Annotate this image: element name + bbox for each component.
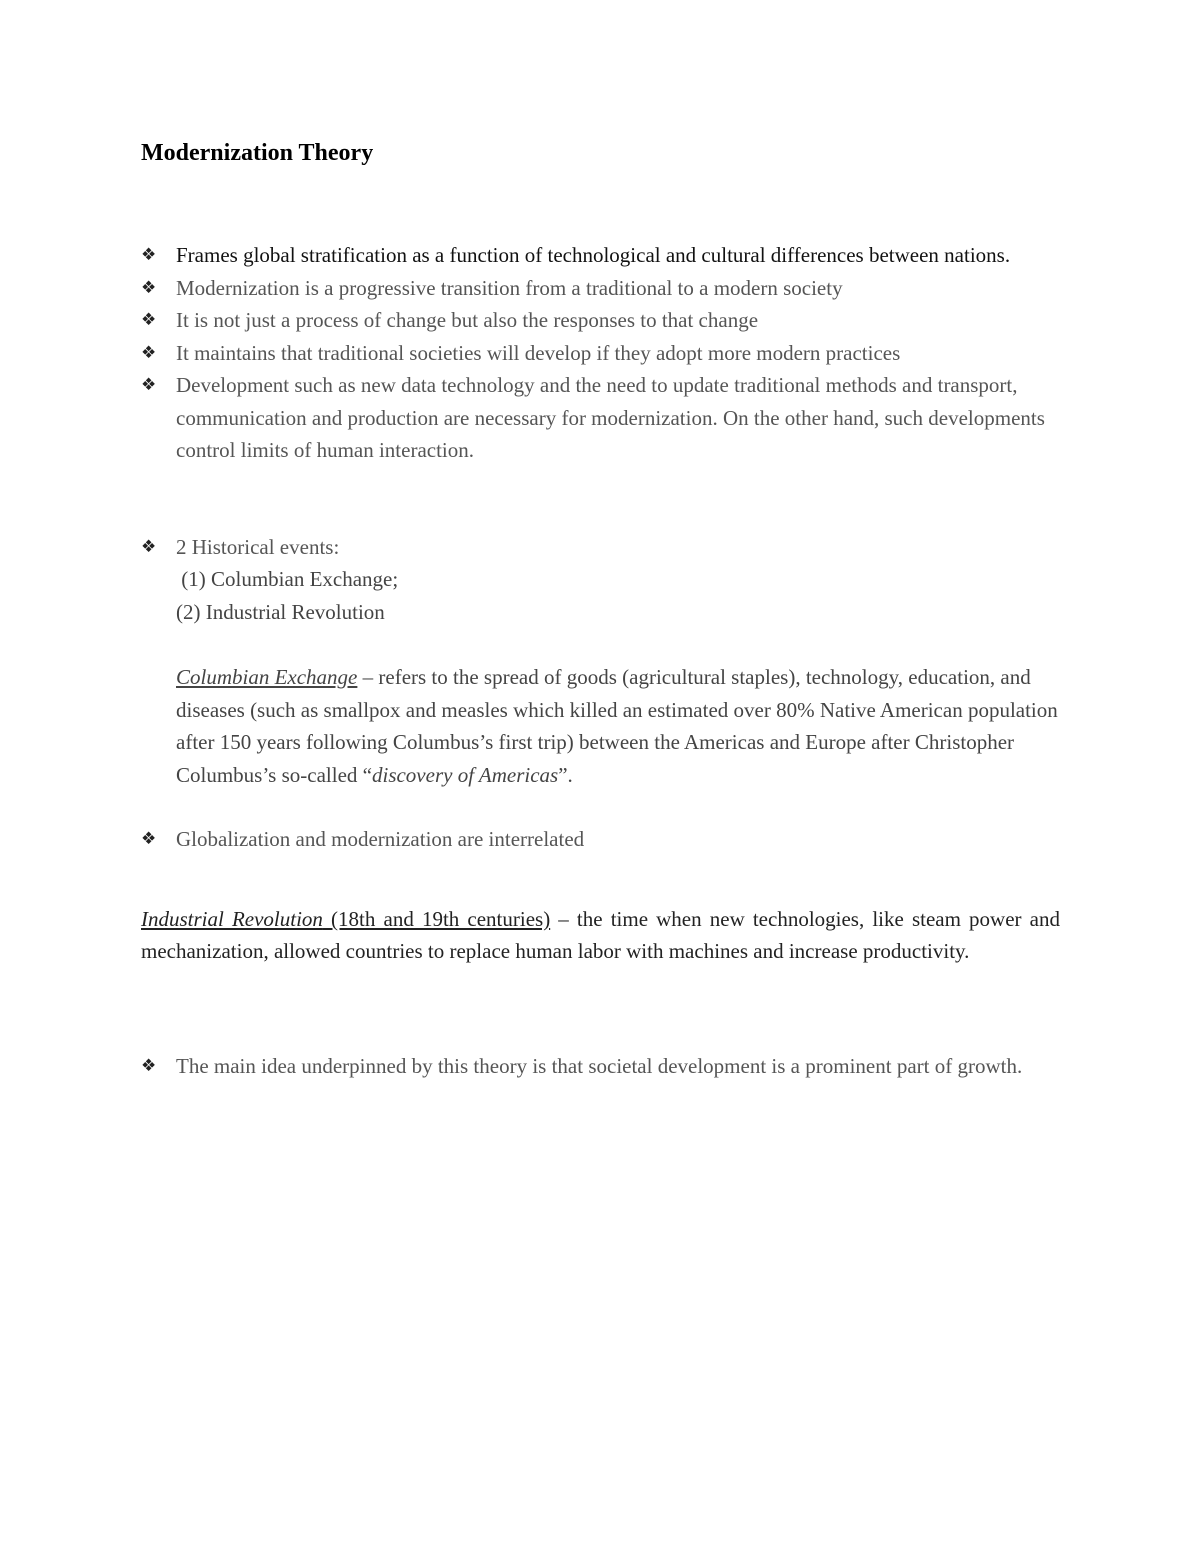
bullet-list-historical (141, 531, 1066, 564)
list-item (141, 272, 1066, 305)
list-item (141, 1050, 1066, 1083)
columbian-exchange-paragraph (176, 661, 1066, 791)
list-item (141, 823, 1066, 856)
diamond-bullet-icon: ❖ (141, 829, 157, 848)
diamond-bullet-icon: ❖ (141, 310, 157, 329)
diamond-bullet-icon: ❖ (141, 277, 157, 297)
historical-event-2: (2) Industrial Revolution (176, 600, 385, 624)
list-item-text: Frames global stratification as a function of technological and cultural differences between nations. (176, 243, 1011, 267)
list-item-text: Development such as new data technology and the need to update traditional methods and transport, communication and production are necessary for modernization. On the other hand, such developments control limits of human interaction. (176, 373, 1045, 462)
columbian-exchange-term: Columbian Exchange (176, 665, 358, 689)
list-item (141, 369, 1066, 467)
industrial-revolution-body: – the time when new technologies, like steam power and mechanization, allowed countries to replace human labor with machines and increase productivity. (141, 907, 1060, 963)
list-item-text: It maintains that traditional societies will develop if they adopt more modern practices (176, 340, 901, 365)
columbian-exchange-quote: discovery of Americas (371, 762, 559, 787)
list-item-text: Modernization is a progressive transition from a traditional to a modern society (176, 275, 843, 300)
historical-event-1: (1) Columbian Exchange; (176, 567, 399, 591)
industrial-revolution-term: Industrial Revolution (141, 907, 323, 931)
diamond-bullet-icon: ❖ (141, 342, 157, 362)
bullet-list-globalization (141, 823, 1066, 856)
list-item (141, 239, 1066, 272)
bullet-list-main-idea (141, 1050, 1066, 1083)
list-item-text: Globalization and modernization are interrelated (176, 827, 585, 851)
diamond-bullet-icon: ❖ (141, 1056, 157, 1075)
list-item-text: The main idea underpinned by this theory is that societal development is a prominent part of growth. (176, 1054, 1023, 1078)
list-item (141, 304, 1066, 337)
industrial-revolution-paragraph (141, 904, 1060, 967)
list-item (141, 531, 1066, 564)
diamond-bullet-icon: ❖ (141, 537, 157, 556)
page-title: Modernization Theory (141, 140, 374, 166)
bullet-list-main (141, 239, 1066, 467)
historical-heading: 2 Historical events: (176, 535, 340, 559)
columbian-exchange-end: ”. (558, 762, 573, 787)
industrial-revolution-period: (18th and 19th centuries) (322, 907, 551, 931)
columbian-exchange-body: – refers to the spread of goods (agricultural staples), technology, education, and diseases (such as smallpox and measles which killed an estimated over 80% Native American population after 150 years following Columbus’s first trip) between the Americas and Europe after Christopher Columbus’s so-called “ (176, 665, 1058, 787)
list-item (141, 337, 1066, 370)
diamond-bullet-icon: ❖ (141, 375, 157, 394)
diamond-bullet-icon: ❖ (141, 245, 157, 264)
list-item-text: It is not just a process of change but also the responses to that change (176, 308, 759, 332)
